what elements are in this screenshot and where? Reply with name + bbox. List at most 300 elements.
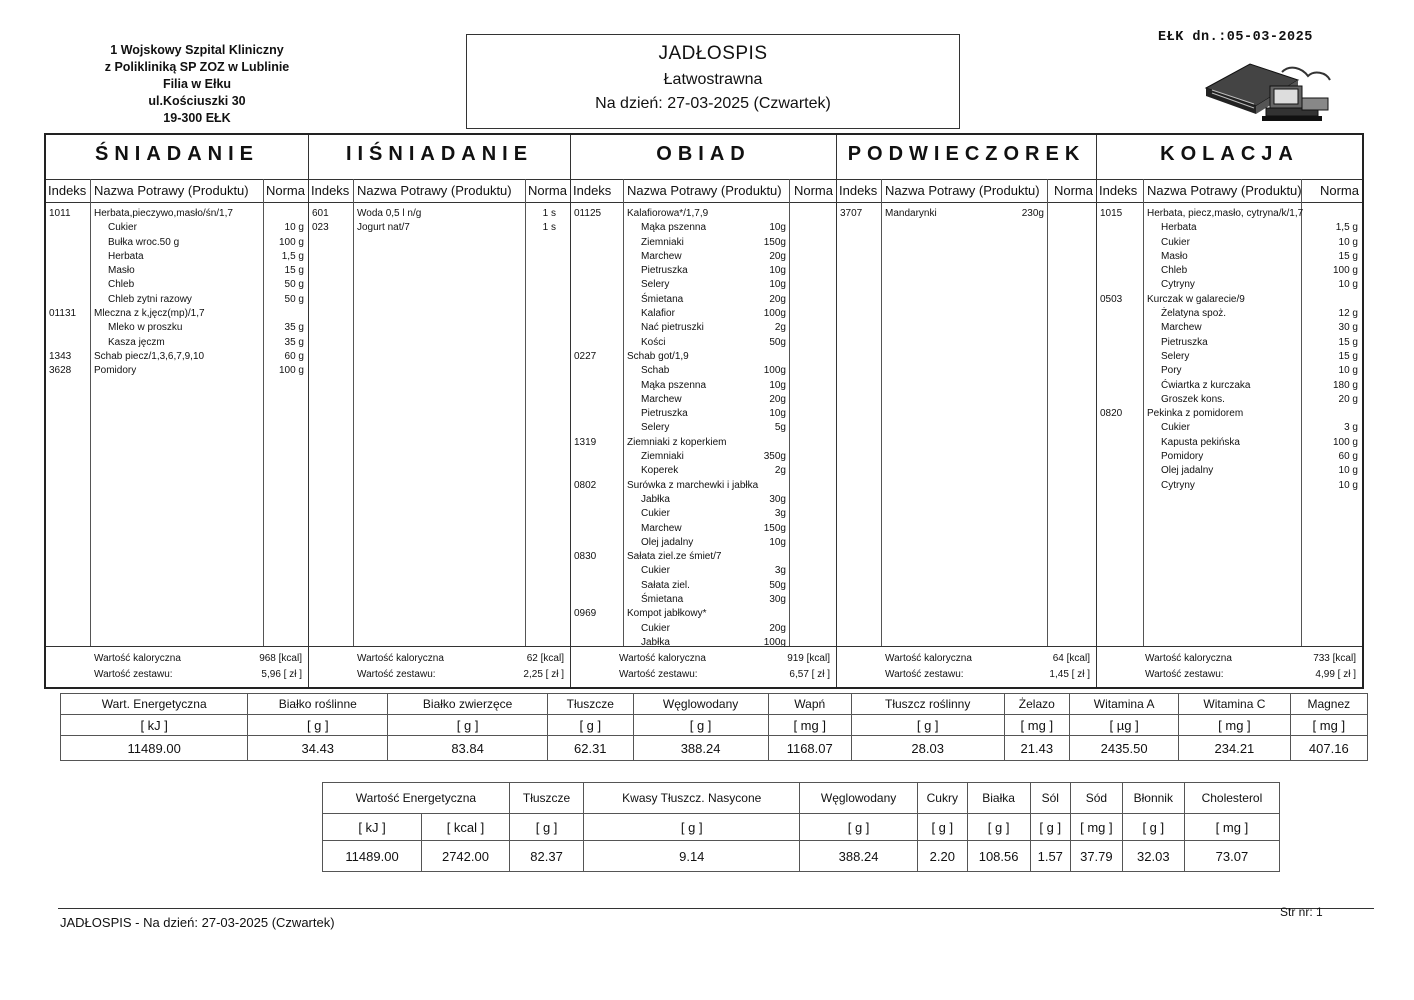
menu-item-row	[571, 479, 836, 493]
nutrient-label: Witamina A	[1070, 694, 1179, 715]
item-norm: 30g	[769, 594, 786, 606]
menu-item-row	[46, 350, 308, 364]
norm-header: Norma	[1053, 183, 1093, 198]
menu-item-row	[1097, 350, 1362, 364]
item-norm: 30g	[769, 493, 786, 505]
calorie-label: Wartość kaloryczna	[619, 653, 706, 664]
price-label: Wartość zestawu:	[94, 669, 173, 680]
menu-item-row	[46, 207, 308, 221]
menu-item-row	[571, 550, 836, 564]
item-norm: 20 g	[1338, 393, 1358, 405]
menu-item-row	[46, 364, 308, 378]
item-norm: 10 g	[284, 222, 304, 234]
computer-book-icon	[1198, 58, 1338, 124]
meal-column-obiad	[570, 135, 836, 687]
norm-header: Norma	[1319, 183, 1359, 198]
page-number: Str nr: 1	[1280, 905, 1323, 919]
nutrient-value: 83.84	[388, 736, 548, 761]
nutrient-unit: [ mg ]	[768, 715, 851, 736]
ingredient-name: Chleb	[1161, 265, 1188, 277]
item-norm: 15 g	[284, 265, 304, 277]
nutrition-unit: [ g ]	[509, 814, 583, 841]
menu-item-row	[571, 336, 836, 350]
menu-item-row	[1097, 221, 1362, 235]
dish-name: Surówka z marchewki i jabłka	[627, 479, 759, 491]
energy-label: Wartość Energetyczna	[323, 783, 510, 814]
calorie-value: 62 [kcal]	[526, 653, 564, 664]
price-label: Wartość zestawu:	[357, 669, 436, 680]
item-index: 0830	[574, 551, 597, 563]
item-norm: 50g	[769, 336, 786, 348]
nutrition-unit: [ mg ]	[1184, 814, 1279, 841]
nutrient-label: Węglowodany	[633, 694, 768, 715]
item-norm: 10g	[769, 265, 786, 277]
item-index: 01131	[49, 308, 77, 320]
menu-item-row	[309, 221, 570, 235]
nutrition-value: 37.79	[1071, 841, 1123, 872]
menu-item-row	[571, 307, 836, 321]
hospital-address	[62, 42, 332, 127]
ingredient-name: Pomidory	[1161, 451, 1204, 463]
energy-kj-unit: [ kJ ]	[323, 814, 422, 841]
nutrient-value-row	[61, 736, 1368, 761]
menu-item-row	[1097, 393, 1362, 407]
item-norm: 230g	[1021, 208, 1044, 219]
ingredient-name: Selery	[641, 422, 670, 434]
nutrition-facts-table	[322, 782, 1280, 872]
menu-date: Na dzień: 27-03-2025 (Czwartek)	[595, 95, 831, 112]
item-norm: 20g	[769, 293, 786, 305]
item-norm: 50g	[769, 579, 786, 591]
nutrient-unit: [ mg ]	[1179, 715, 1290, 736]
ingredient-name: Koperek	[641, 465, 679, 477]
item-norm: 20g	[769, 622, 786, 634]
column-divider	[525, 179, 526, 647]
nutrition-label: Kwasy Tłuszcz. Nasycone	[584, 783, 800, 814]
nutrition-value: 9.14	[584, 841, 800, 872]
address-line: z Polikliniką SP ZOZ w Lublinie	[104, 60, 290, 74]
name-header: Nazwa Potrawy (Produktu)	[1147, 183, 1302, 198]
ingredient-name: Mleko w proszku	[108, 322, 183, 334]
menu-item-row	[571, 350, 836, 364]
nutrition-label: Cukry	[917, 783, 967, 814]
meal-title: OBIAD	[656, 143, 751, 165]
menu-item-row	[571, 493, 836, 507]
column-header-row	[571, 179, 836, 203]
nutrient-label-row	[61, 694, 1368, 715]
menu-item-row	[1097, 421, 1362, 435]
item-index: 1343	[49, 350, 72, 362]
item-norm: 10 g	[1338, 465, 1358, 477]
nutrient-value: 34.43	[248, 736, 388, 761]
ingredient-name: Marchew	[641, 250, 682, 262]
item-norm: 10 g	[1338, 279, 1358, 291]
item-norm: 3g	[774, 565, 786, 577]
ingredient-name: Pietruszka	[641, 408, 688, 420]
nutrition-label: Tłuszcze	[509, 783, 583, 814]
nutrient-unit-row	[61, 715, 1368, 736]
nutrient-unit: [ kJ ]	[61, 715, 248, 736]
nutrient-value: 407.16	[1290, 736, 1367, 761]
ingredient-name: Pietruszka	[641, 265, 688, 277]
dish-name: Jogurt nat/7	[357, 222, 410, 234]
calorie-label: Wartość kaloryczna	[94, 653, 181, 664]
nutrient-label: Białko roślinne	[248, 694, 388, 715]
nutrient-label: Witamina C	[1179, 694, 1290, 715]
ingredient-name: Selery	[1161, 350, 1190, 362]
ingredient-name: Kasza jęczm	[108, 336, 165, 348]
ingredient-name: Śmietana	[641, 293, 684, 305]
meal-column-sniadanie	[46, 135, 308, 687]
meal-column-kolacja	[1096, 135, 1362, 687]
nutrient-unit: [ g ]	[248, 715, 388, 736]
footer-divider	[58, 908, 1374, 909]
title-box	[466, 34, 960, 129]
ingredient-name: Kapusta pekińska	[1161, 436, 1240, 448]
nutrition-unit: [ g ]	[1122, 814, 1184, 841]
nutrition-unit: [ g ]	[584, 814, 800, 841]
menu-item-row	[571, 393, 836, 407]
menu-item-row	[46, 221, 308, 235]
menu-item-row	[1097, 436, 1362, 450]
address-line: 19-300 EŁK	[163, 111, 231, 125]
menu-item-row	[1097, 293, 1362, 307]
column-header-row	[837, 179, 1096, 203]
nutrient-value: 62.31	[548, 736, 634, 761]
nutrition-unit: [ g ]	[800, 814, 918, 841]
ingredient-name: Cukier	[641, 622, 670, 634]
item-norm: 35 g	[284, 322, 304, 334]
nutrition-value: 2.20	[917, 841, 967, 872]
nutrient-value: 1168.07	[768, 736, 851, 761]
menu-item-row	[571, 421, 836, 435]
menu-item-row	[571, 321, 836, 335]
nutrient-label: Magnez	[1290, 694, 1367, 715]
item-norm: 180 g	[1332, 379, 1358, 391]
ingredient-name: Ziemniaki	[641, 451, 684, 463]
item-index: 0503	[1100, 293, 1123, 305]
menu-item-row	[837, 207, 1096, 221]
nutrition-value: 108.56	[967, 841, 1030, 872]
calorie-value: 919 [kcal]	[787, 653, 830, 664]
menu-item-row	[46, 293, 308, 307]
menu-item-row	[46, 336, 308, 350]
menu-item-row	[1097, 264, 1362, 278]
menu-item-row	[571, 264, 836, 278]
item-norm: 1 s	[542, 208, 556, 219]
nutrition-label: Błonnik	[1122, 783, 1184, 814]
item-norm: 15 g	[1338, 250, 1358, 262]
item-norm: 35 g	[284, 336, 304, 348]
nutrient-value: 21.43	[1004, 736, 1070, 761]
nutrient-label: Żelazo	[1004, 694, 1070, 715]
price-value: 5,96 [ zł ]	[261, 669, 302, 680]
ingredient-name: Pietruszka	[1161, 336, 1208, 348]
nutrition-label: Białka	[967, 783, 1030, 814]
menu-item-row	[571, 364, 836, 378]
nutrition-label: Sód	[1071, 783, 1123, 814]
price-value: 6,57 [ zł ]	[789, 669, 830, 680]
menu-item-row	[1097, 236, 1362, 250]
item-index: 023	[312, 222, 329, 234]
dish-name: Mleczna z k,jęcz(mp)/1,7	[94, 308, 205, 320]
nutrition-value: 73.07	[1184, 841, 1279, 872]
menu-item-row	[46, 236, 308, 250]
item-norm: 12 g	[1338, 308, 1358, 320]
item-norm: 100g	[763, 365, 786, 377]
ingredient-name: Olej jadalny	[641, 536, 694, 548]
item-norm: 50 g	[284, 279, 304, 291]
item-index: 1319	[574, 436, 597, 448]
item-norm: 10g	[769, 408, 786, 420]
energy-kcal-unit: [ kcal ]	[422, 814, 510, 841]
menu-item-row	[46, 321, 308, 335]
price-label: Wartość zestawu:	[619, 669, 698, 680]
price-value: 4,99 [ zł ]	[1315, 669, 1356, 680]
nutrient-label: Tłuszcz roślinny	[851, 694, 1004, 715]
ingredient-name: Ćwiartka z kurczaka	[1161, 379, 1251, 391]
ingredient-name: Kalafior	[641, 308, 675, 320]
item-index: 1011	[49, 208, 71, 219]
item-norm: 30 g	[1338, 322, 1358, 334]
menu-item-row	[1097, 278, 1362, 292]
energy-kcal-value: 2742.00	[422, 841, 510, 872]
item-norm: 50 g	[284, 293, 304, 305]
item-index: 01125	[574, 208, 602, 219]
index-header: Indeks	[839, 183, 878, 198]
nutrition-label: Cholesterol	[1184, 783, 1279, 814]
menu-item-row	[571, 221, 836, 235]
address-line: Filia w Ełku	[162, 77, 232, 91]
menu-item-row	[571, 536, 836, 550]
menu-item-row	[571, 464, 836, 478]
meal-summary	[309, 646, 570, 687]
nutrient-value: 234.21	[1179, 736, 1290, 761]
column-divider	[353, 179, 354, 647]
dish-name: Herbata,pieczywo,masło/śn/1,7	[94, 208, 233, 219]
ingredient-name: Śmietana	[641, 594, 684, 606]
nutrition-value: 388.24	[800, 841, 918, 872]
menu-item-row	[46, 264, 308, 278]
meal-summary	[46, 646, 308, 687]
dish-name: Schab piecz/1,3,6,7,9,10	[94, 350, 205, 362]
item-norm: 2g	[774, 465, 786, 477]
item-norm: 10 g	[1338, 236, 1358, 248]
menu-item-row	[571, 522, 836, 536]
item-norm: 100 g	[1332, 436, 1358, 448]
nutrient-unit: [ g ]	[633, 715, 768, 736]
item-norm: 20g	[769, 250, 786, 262]
nutrition-value: 82.37	[509, 841, 583, 872]
menu-item-row	[46, 307, 308, 321]
dish-name: Herbata, piecz,masło, cytryna/k/1,7	[1147, 208, 1304, 219]
menu-item-row	[571, 564, 836, 578]
menu-item-row	[571, 293, 836, 307]
item-index: 601	[312, 208, 329, 219]
menu-item-row	[1097, 464, 1362, 478]
item-norm: 100g	[763, 636, 786, 648]
address-line: 1 Wojskowy Szpital Kliniczny	[110, 43, 284, 57]
dish-name: Woda 0,5 l n/g	[357, 208, 422, 219]
column-header-row	[309, 179, 570, 203]
index-header: Indeks	[311, 183, 350, 198]
item-norm: 60 g	[1338, 451, 1358, 463]
meal-items	[837, 207, 1096, 221]
dish-name: Kompot jabłkowy*	[627, 608, 707, 620]
menu-item-row	[46, 278, 308, 292]
document-title: JADŁOSPIS	[658, 43, 768, 64]
item-norm: 100 g	[1332, 265, 1358, 277]
item-norm: 15 g	[1338, 336, 1358, 348]
menu-item-row	[1097, 479, 1362, 493]
dish-name: Pekinka z pomidorem	[1147, 408, 1244, 420]
item-index: 0820	[1100, 408, 1123, 420]
ingredient-name: Cukier	[641, 565, 670, 577]
issue-date: EŁK dn.:05-03-2025	[1158, 30, 1313, 45]
dish-name: Ziemniaki z koperkiem	[627, 436, 727, 448]
ingredient-name: Chleb zytni razowy	[108, 293, 192, 305]
menu-item-row	[1097, 450, 1362, 464]
norm-header: Norma	[793, 183, 833, 198]
menu-item-row	[571, 607, 836, 621]
meal-plan-table	[44, 133, 1364, 689]
name-header: Nazwa Potrawy (Produktu)	[94, 183, 249, 198]
norm-header: Norma	[527, 183, 567, 198]
ingredient-name: Cukier	[1161, 422, 1190, 434]
nutrition-unit: [ mg ]	[1071, 814, 1123, 841]
menu-item-row	[1097, 364, 1362, 378]
nutrient-unit: [ mg ]	[1290, 715, 1367, 736]
price-label: Wartość zestawu:	[1145, 669, 1224, 680]
dish-name: Sałata ziel.ze śmiet/7	[627, 551, 722, 563]
calorie-label: Wartość kaloryczna	[1145, 653, 1232, 664]
meal-title: IIŚNIADANIE	[345, 143, 534, 165]
item-norm: 10g	[769, 379, 786, 391]
menu-item-row	[571, 407, 836, 421]
name-header: Nazwa Potrawy (Produktu)	[357, 183, 512, 198]
nutrition-unit: [ g ]	[1030, 814, 1071, 841]
meal-items	[46, 207, 308, 379]
menu-item-row	[571, 250, 836, 264]
ingredient-name: Masło	[108, 265, 135, 277]
menu-item-row	[571, 379, 836, 393]
energy-kj-value: 11489.00	[323, 841, 422, 872]
nutrition-value: 32.03	[1122, 841, 1184, 872]
item-norm: 1,5 g	[281, 250, 304, 262]
item-index: 0802	[574, 479, 597, 491]
nutrient-unit: [ g ]	[548, 715, 634, 736]
meal-summary	[1097, 646, 1362, 687]
ingredient-name: Herbata	[1161, 222, 1197, 234]
ingredient-name: Marchew	[641, 522, 682, 534]
item-norm: 350g	[763, 451, 786, 463]
column-header-row	[1097, 179, 1362, 203]
nutrition-label: Węglowodany	[800, 783, 918, 814]
ingredient-name: Masło	[1161, 250, 1188, 262]
price-label: Wartość zestawu:	[885, 669, 964, 680]
item-norm: 10 g	[1338, 365, 1358, 377]
item-norm: 10g	[769, 279, 786, 291]
ingredient-name: Mąka pszenna	[641, 379, 707, 391]
nutrient-summary-table	[60, 693, 1368, 761]
meal-title: KOLACJA	[1160, 143, 1299, 165]
nutrition-value-row	[323, 841, 1280, 872]
menu-item-row	[571, 207, 836, 221]
name-header: Nazwa Potrawy (Produktu)	[885, 183, 1040, 198]
nutrient-unit: [ µg ]	[1070, 715, 1179, 736]
ingredient-name: Cukier	[641, 508, 670, 520]
name-header: Nazwa Potrawy (Produktu)	[627, 183, 782, 198]
nutrition-unit: [ g ]	[967, 814, 1030, 841]
menu-item-row	[571, 507, 836, 521]
menu-item-row	[1097, 207, 1362, 221]
meal-column-ii-sniadanie	[308, 135, 570, 687]
index-header: Indeks	[48, 183, 87, 198]
item-index: 1015	[1100, 208, 1123, 219]
calorie-label: Wartość kaloryczna	[885, 653, 972, 664]
nutrition-label: Sól	[1030, 783, 1071, 814]
nutrient-unit: [ g ]	[851, 715, 1004, 736]
item-norm: 3g	[774, 508, 786, 520]
menu-item-row	[309, 207, 570, 221]
item-norm: 10g	[769, 222, 786, 234]
ingredient-name: Cytryny	[1161, 279, 1195, 291]
nutrient-label: Tłuszcze	[548, 694, 634, 715]
ingredient-name: Jabłka	[641, 493, 670, 505]
nutrition-value: 1.57	[1030, 841, 1071, 872]
nutrition-unit: [ g ]	[917, 814, 967, 841]
menu-item-row	[1097, 307, 1362, 321]
menu-item-row	[571, 593, 836, 607]
index-header: Indeks	[573, 183, 612, 198]
menu-item-row	[1097, 321, 1362, 335]
item-norm: 1 s	[542, 222, 556, 234]
calorie-label: Wartość kaloryczna	[357, 653, 444, 664]
ingredient-name: Bułka wroc.50 g	[108, 236, 180, 248]
ingredient-name: Chleb	[108, 279, 135, 291]
item-norm: 100 g	[278, 365, 304, 377]
ingredient-name: Cytryny	[1161, 479, 1195, 491]
menu-item-row	[1097, 336, 1362, 350]
nutrient-label: Białko zwierzęce	[388, 694, 548, 715]
item-norm: 5g	[774, 422, 786, 434]
dish-name: Mandarynki	[885, 208, 937, 219]
meal-column-podwieczorek	[836, 135, 1096, 687]
item-norm: 10g	[769, 536, 786, 548]
item-norm: 60 g	[284, 350, 304, 362]
nutrient-unit: [ mg ]	[1004, 715, 1070, 736]
price-value: 2,25 [ zł ]	[523, 669, 564, 680]
ingredient-name: Żelatyna spoż.	[1161, 308, 1227, 320]
item-norm: 1,5 g	[1335, 222, 1358, 234]
menu-item-row	[1097, 250, 1362, 264]
item-norm: 100g	[763, 308, 786, 320]
menu-item-row	[1097, 379, 1362, 393]
ingredient-name: Kości	[641, 336, 666, 348]
ingredient-name: Jabłka	[641, 636, 670, 648]
nutrient-value: 2435.50	[1070, 736, 1179, 761]
calorie-value: 968 [kcal]	[259, 653, 302, 664]
nutrition-label-row	[323, 783, 1280, 814]
column-divider	[881, 179, 882, 647]
ingredient-name: Marchew	[1161, 322, 1202, 334]
ingredient-name: Groszek kons.	[1161, 393, 1225, 405]
item-norm: 2g	[774, 322, 786, 334]
item-norm: 15 g	[1338, 350, 1358, 362]
ingredient-name: Cukier	[108, 222, 137, 234]
item-norm: 10 g	[1338, 479, 1358, 491]
ingredient-name: Herbata	[108, 250, 144, 262]
